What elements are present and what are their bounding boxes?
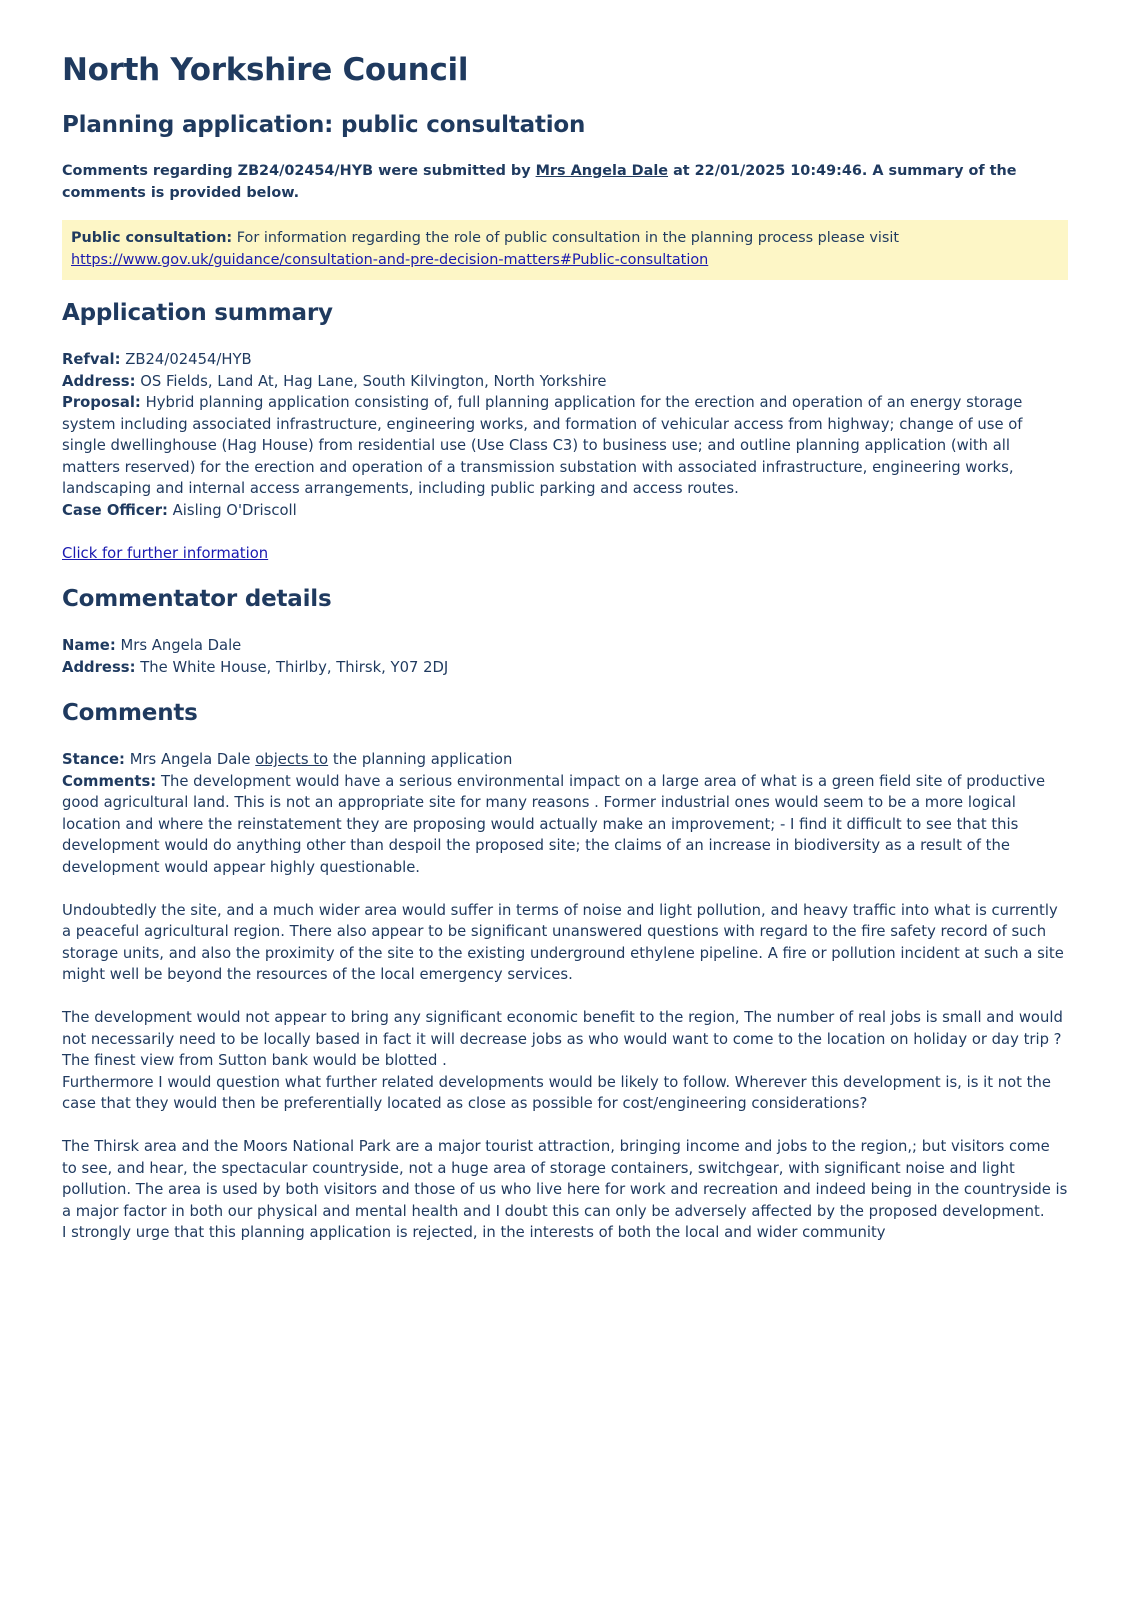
application-summary-heading: Application summary — [62, 300, 333, 326]
comments-heading: Comments — [62, 700, 198, 726]
proposal-row: Proposal: Hybrid planning application consisting of, full planning application for the erection and operation of an energy storage system including associated infrastructure, engineering works, and formation of vehicular access from highway; change of use of single dwellinghouse (Hag House) from residential use (Use Class C3) to business use; and outline planning application (with all matters reserved) for the erection and operation of a transmission substation with associated infrastructure, engineering works, landscaping and internal access arrangements, including public parking and access routes. — [62, 394, 1023, 497]
commentator-address-row: Address: The White House, Thirlby, Thirsk, Y07 2DJ — [62, 658, 449, 676]
site-address: OS Fields, Land At, Hag Lane, South Kilvington, North Yorkshire — [140, 372, 607, 390]
refval-value: ZB24/02454/HYB — [125, 351, 252, 368]
comment-paragraph: The Thirsk area and the Moors National Park are a major tourist attraction, bringing income and jobs to the region,; but visitors come to see, and hear, the spectacular countryside, not a huge area of storage containers, switchgear, with significant noise and light pollution. The area is used by both visitors and those of us who live here for work and recreation and indeed being in the countryside is a major factor in both our physical and mental health and I doubt this can only be adversely affected by the proposed development. — [62, 1138, 1068, 1220]
comments-section — [62, 700, 1068, 1244]
intro-text — [62, 161, 1068, 204]
proposal-text: Hybrid planning application consisting of, full planning application for the erection and operation of an energy storage system including associated infrastructure, engineering works, and formation of vehicular access from highway; change of use of single dwellinghouse (Hag House) from residential use (Use Class C3) to business use; and outline planning application (with all matters reserved) for the erection and operation of a transmission substation with associated infrastructure, engineering works, landscaping and internal access arrangements, including public parking and access routes. — [62, 394, 1023, 497]
commentator-name-row: Name: Mrs Angela Dale — [62, 637, 242, 654]
stance-link[interactable]: objects to — [255, 751, 329, 768]
commentator-section — [62, 586, 1068, 678]
submitter-link[interactable]: Mrs Angela Dale — [535, 163, 669, 179]
comment-paragraph: Furthermore I would question what further related developments would be likely to follow. Wherever this development is, is it not the case that they would then be preferentially located as close as possible for cost/engineering considerations? — [62, 1073, 1051, 1112]
case-officer-name: Aisling O'Driscoll — [172, 501, 297, 519]
page-heading: Planning application: public consultation — [62, 112, 586, 138]
public-consultation-banner — [62, 220, 1068, 280]
council-title: North Yorkshire Council — [62, 52, 469, 88]
comment-paragraph: I strongly urge that this planning application is rejected, in the interests of both the local and wider community — [62, 1224, 886, 1241]
case-officer-row: Case Officer: Aisling O'Driscoll — [62, 501, 297, 519]
banner-text: For information regarding the role of public consultation in the planning process please visit — [236, 230, 900, 246]
address-row: Address: OS Fields, Land At, Hag Lane, South Kilvington, North Yorkshire — [62, 372, 607, 390]
stance-row: Stance: Mrs Angela Dale objects to the planning application — [62, 751, 513, 768]
comment-paragraph: Comments: The development would have a serious environmental impact on a large area of what is a green field site of productive good agricultural land. This is not an appropriate site for many reasons . Former industrial ones would seem to be a more logical location and where the reinstatement they are proposing would actually make an improvement; - I find it difficult to see that this development would do anything other than despoil the proposed site; the claims of an increase in biodiversity as a result of the development would appear highly questionable. — [62, 772, 1046, 876]
further-information-link[interactable]: Click for further information — [62, 544, 269, 562]
intro-prefix: Comments regarding ZB24/02454/HYB were submitted by — [62, 163, 531, 179]
banner-label: Public consultation: — [71, 230, 233, 246]
commentator-address: The White House, Thirlby, Thirsk, Y07 2DJ — [140, 658, 449, 676]
commentator-heading: Commentator details — [62, 586, 332, 612]
consultation-guidance-link[interactable]: https://www.gov.uk/guidance/consultation-and-pre-decision-matters#Public-consultation — [71, 251, 709, 268]
intro-suffix: at 22/01/2025 10:49:46. A summary of the comments is provided below. — [62, 163, 1017, 201]
application-summary-section — [62, 300, 1068, 564]
commentator-name: Mrs Angela Dale — [120, 637, 242, 654]
refval-row: Refval: ZB24/02454/HYB — [62, 351, 252, 368]
comment-paragraph: Undoubtedly the site, and a much wider area would suffer in terms of noise and light pollution, and heavy traffic into what is currently a peaceful agricultural region. There also appear to be significant unanswered questions with regard to the fire safety record of such storage units, and also the proximity of the site to the existing underground ethylene pipeline. A fire or pollution incident at such a site might well be beyond the resources of the local emergency services. — [62, 901, 1064, 983]
comment-paragraph: The development would not appear to bring any significant economic benefit to the region, The number of real jobs is small and would not necessarily need to be locally based in fact it will decrease jobs as who would want to come to the location on holiday or day trip ? The finest view from Sutton bank would be blotted . — [62, 1009, 1063, 1069]
